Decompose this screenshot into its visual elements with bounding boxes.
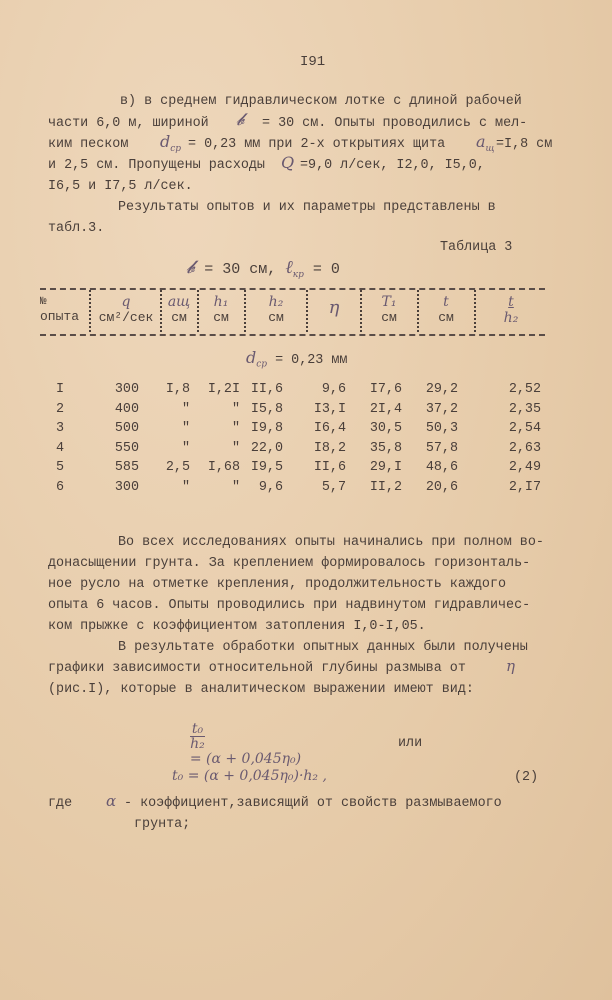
method-line-2: донасыщении грунта. За креплением формировалось горизонталь- xyxy=(48,556,531,571)
intro-line-4b: =9,0 л/сек, I2,0, I5,0, xyxy=(300,158,485,173)
where-label: где xyxy=(48,796,73,811)
symbol-Q: Q xyxy=(281,153,295,172)
table-cell: 550 xyxy=(114,440,139,456)
table-header-bottom-rule xyxy=(40,334,545,336)
table-cell: " xyxy=(231,421,240,436)
table-cell: 300 xyxy=(114,382,139,397)
table-cell: I8,2 xyxy=(313,440,346,456)
table-cell: " xyxy=(231,440,240,456)
header-t: t см xyxy=(438,294,454,325)
table-cell: 2 xyxy=(56,401,65,417)
method-line-3: ное русло на отметке крепления, продолжительность каждого xyxy=(48,577,507,592)
intro-line-3b: = 0,23 мм при 2-х открытиях щита xyxy=(188,137,446,152)
formula-1: $\frac{\text{t₀}}{\text{h₂}}$ = (α + 0,045η₀) xyxy=(189,721,302,767)
table-cell: I,8 xyxy=(165,382,190,397)
table-cell: I3,I xyxy=(313,401,346,417)
table-cell: 29,I xyxy=(369,460,402,475)
header-T1: T₁ см xyxy=(381,294,397,325)
table-cell: 2,63 xyxy=(508,440,541,456)
table-cell: 9,6 xyxy=(321,382,346,397)
table-cell: 500 xyxy=(114,421,139,436)
header-q: q см²/сек xyxy=(98,294,154,325)
table-cell: 400 xyxy=(114,401,139,417)
intro-line-1: в) в среднем гидравлическом лотке с длиной рабочей xyxy=(120,94,522,109)
table-cell: " xyxy=(231,479,240,495)
table-cell: 37,2 xyxy=(425,401,458,417)
where-line-1: - коэффициент,зависящий от свойств размываемого xyxy=(124,796,502,811)
header-no: № опыта xyxy=(40,296,80,324)
intro-line-2b: = 30 см. Опыты проводились с мел- xyxy=(262,116,528,131)
table-cell: I,68 xyxy=(207,460,240,475)
method-line-4: опыта 6 часов. Опыты проводились при надвинутом гидравличес- xyxy=(48,598,531,613)
table-caption: Таблица 3 xyxy=(440,240,513,255)
table-cell: II,2 xyxy=(369,479,402,495)
table-cell: 2,52 xyxy=(508,382,541,397)
intro-line-2a: части 6,0 м, шириной xyxy=(48,116,209,131)
header-h1: h₁ см xyxy=(213,294,229,325)
table-cell: 5,7 xyxy=(321,479,346,495)
table-cell: I5,8 xyxy=(250,401,283,417)
symbol-alpha: α xyxy=(106,792,117,810)
intro-line-3c: =I,8 см xyxy=(496,137,553,152)
table-cell: 9,6 xyxy=(258,479,283,495)
header-t-over-h2: t h₂ xyxy=(503,294,519,326)
table-cell: 2I,4 xyxy=(369,401,402,417)
formula-2: t₀ = (α + 0,045η₀)·h₂ , xyxy=(172,768,327,784)
table-cell: 20,6 xyxy=(425,479,458,495)
table-cell: 4 xyxy=(56,440,65,456)
results-line-2: табл.3. xyxy=(48,221,105,236)
table-cell: 6 xyxy=(56,479,65,495)
table-cell: 3 xyxy=(56,421,65,436)
method-line-1: Во всех исследованиях опыты начинались при полном во- xyxy=(118,535,544,550)
table-cell: I6,4 xyxy=(313,421,346,436)
table-cell: 50,3 xyxy=(425,421,458,436)
symbol-b: 𝓫 xyxy=(236,110,245,130)
analysis-line-1: В результате обработки опытных данных были получены xyxy=(118,640,528,655)
table-cell: 2,5 xyxy=(165,460,190,475)
table-cell: 2,35 xyxy=(508,401,541,417)
table-cell: 5 xyxy=(56,460,65,475)
table-cell: " xyxy=(181,479,190,495)
page-number: I91 xyxy=(300,54,326,70)
table-cell: 30,5 xyxy=(369,421,402,436)
table-cell: 2,49 xyxy=(508,460,541,475)
table-cell: 22,0 xyxy=(250,440,283,456)
table-cell: I9,8 xyxy=(250,421,283,436)
where-line-2: грунта; xyxy=(134,817,191,832)
table-cell: " xyxy=(231,401,240,417)
table-cell: 29,2 xyxy=(425,382,458,397)
analysis-line-2: графики зависимости относительной глубины размыва от xyxy=(48,661,466,676)
table-cell: 57,8 xyxy=(425,440,458,456)
analysis-line-3: (рис.I), которые в аналитическом выражении имеют вид: xyxy=(48,682,474,697)
table-cell: " xyxy=(181,440,190,456)
method-line-5: ком прыжке с коэффициентом затопления I,0-I,05. xyxy=(48,619,426,634)
header-a-sh: aщ см xyxy=(167,294,191,325)
table-cell: II,6 xyxy=(313,460,346,475)
table-condition: 𝓫 = 30 см, ℓ$_{кр}$ = 0 xyxy=(186,257,340,280)
table-cell: 2,I7 xyxy=(508,479,541,495)
table-top-rule xyxy=(40,288,545,290)
intro-line-4a: и 2,5 см. Пропущены расходы xyxy=(48,158,265,173)
intro-line-5: I6,5 и I7,5 л/сек. xyxy=(48,179,193,194)
table-cell: I7,6 xyxy=(369,382,402,397)
symbol-eta: η xyxy=(506,657,515,675)
table-cell: II,6 xyxy=(250,382,283,397)
or-word: или xyxy=(398,736,423,751)
header-eta: η xyxy=(328,297,340,318)
intro-line-3a: ким песком xyxy=(48,137,129,152)
table-cell: 300 xyxy=(114,479,139,495)
col-separator xyxy=(89,290,91,332)
table-cell: 585 xyxy=(114,460,139,475)
table-cell: 48,6 xyxy=(425,460,458,475)
table-cell: I,2I xyxy=(207,382,240,397)
header-h2: h₂ см xyxy=(268,294,284,325)
formula-2-number: (2) xyxy=(514,770,539,785)
symbol-a-sh: $a_щ$ xyxy=(476,132,495,155)
table-cell: 35,8 xyxy=(369,440,402,456)
table-cell: I xyxy=(56,382,65,397)
table-cell: 2,54 xyxy=(508,421,541,436)
symbol-d-cp: $d_{ср}$ xyxy=(160,132,182,155)
table-group-label: $d_{ср} = 0,23$ мм xyxy=(246,348,348,370)
table-cell: " xyxy=(181,421,190,436)
results-line-1: Результаты опытов и их параметры представлены в xyxy=(118,200,496,215)
table-cell: I9,5 xyxy=(250,460,283,475)
table-cell: " xyxy=(181,401,190,417)
